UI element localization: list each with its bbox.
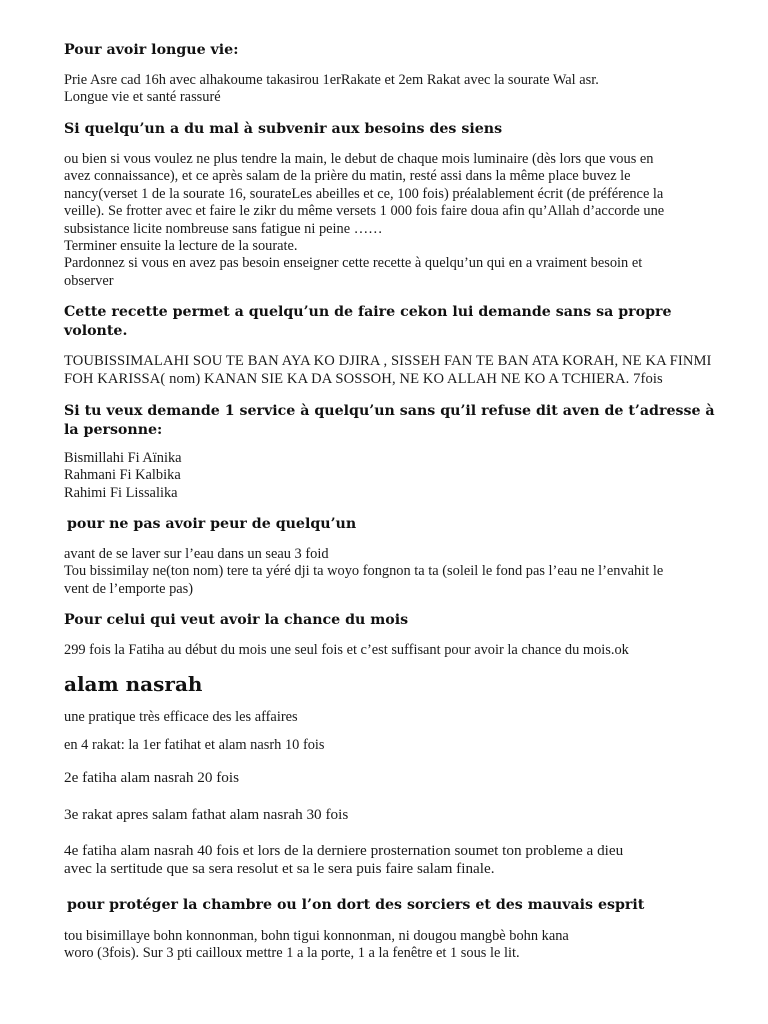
text-line: avez connaissance), et ce après salam de la prière du matin, resté assi dans la même place buvez le — [64, 168, 631, 185]
text-line: nancy(verset 1 de la sourate 16, sourateLes abeilles et ce, 100 fois) préalablement écrit (de préférence la — [64, 185, 664, 202]
text-line: Longue vie et santé rassuré — [64, 89, 221, 106]
paragraph-fear — [64, 546, 714, 598]
heading-luck: Pour celui qui veut avoir la chance du mois — [64, 612, 409, 628]
text-line: woro (3fois). Sur 3 pti cailloux mettre 1 a la porte, 1 a la fenêtre et 1 sous le lit. — [64, 945, 520, 962]
step-3: 3e rakat apres salam fathat alam nasrah 30 fois — [64, 806, 349, 823]
paragraph-long-life — [64, 72, 714, 107]
paragraph-protect-room — [64, 928, 714, 963]
heading-subsistence: Si quelqu’un a du mal à subvenir aux besoins des siens — [64, 121, 503, 137]
intro-alam-nasrah: une pratique très efficace des les affaires — [64, 709, 298, 725]
text-line: Rahmani Fi Kalbika — [64, 467, 181, 484]
text-line: veille). Se frotter avec et faire le zikr du même versets 1 000 fois faire doua afin qu’Allah d’accorde une — [64, 203, 665, 220]
text-line: Bismillahi Fi Aïnika — [64, 450, 182, 466]
heading-fear: pour ne pas avoir peur de quelqu’un — [67, 516, 357, 532]
heading-long-life: Pour avoir longue vie: — [64, 42, 239, 58]
heading-line: volonte. — [64, 322, 128, 339]
step-2: 2e fatiha alam nasrah 20 fois — [64, 769, 240, 786]
paragraph-luck — [64, 642, 714, 659]
text-line: subsistance licite nombreuse sans fatigue ni peine …… — [64, 220, 383, 237]
step-1: en 4 rakat: la 1er fatihat et alam nasrh 10 fois — [64, 737, 325, 753]
text-line: 4e fatiha alam nasrah 40 fois et lors de la derniere prosternation soumet ton probleme a dieu — [64, 842, 624, 859]
text-line: avant de se laver sur l’eau dans un seau 3 foid — [64, 546, 329, 562]
paragraph-recipe — [64, 353, 714, 388]
heading-line: Si tu veux demande 1 service à quelqu’un sans qu’il refuse dit aven de t’adresse à — [64, 403, 715, 419]
heading-line: la personne: — [64, 421, 163, 438]
text-line: vent de l’emporte pas) — [64, 580, 194, 597]
heading-service — [64, 402, 714, 439]
paragraph-subsistence — [64, 151, 714, 290]
heading-protect-room: pour protéger la chambre ou l’on dort des sorciers et des mauvais esprit — [67, 897, 645, 913]
text-line: Terminer ensuite la lecture de la sourate. — [64, 238, 298, 255]
text-line: 299 fois la Fatiha au début du mois une seul fois et c’est suffisant pour avoir la chance du mois.ok — [64, 642, 629, 658]
text-line: ou bien si vous voulez ne plus tendre la main, le debut de chaque mois luminaire (dès lors que vous en — [64, 151, 654, 167]
text-line: Rahimi Fi Lissalika — [64, 484, 178, 501]
heading-recipe — [64, 303, 714, 340]
paragraph-service — [64, 450, 714, 502]
heading-line: Cette recette permet a quelqu’un de faire cekon lui demande sans sa propre — [64, 304, 672, 320]
text-line: observer — [64, 272, 114, 289]
heading-alam-nasrah: alam nasrah — [64, 672, 203, 696]
step-4 — [64, 842, 714, 878]
text-line: tou bisimillaye bohn konnonman, bohn tigui konnonman, ni dougou mangbè bohn kana — [64, 928, 569, 944]
text-line: Prie Asre cad 16h avec alhakoume takasirou 1erRakate et 2em Rakat avec la sourate Wal asr. — [64, 72, 599, 88]
text-line: Pardonnez si vous en avez pas besoin enseigner cette recette à quelqu’un qui en a vraiment besoin et — [64, 255, 643, 272]
text-line: TOUBISSIMALAHI SOU TE BAN AYA KO DJIRA , SISSEH FAN TE BAN ATA KORAH, NE KA FINMI — [64, 353, 712, 369]
text-line: avec la sertitude que sa sera resolut et sa le sera puis faire salam finale. — [64, 860, 495, 878]
text-line: Tou bissimilay ne(ton nom) tere ta yéré dji ta woyo fongnon ta ta (soleil le fond pas l’eau ne l’envahit le — [64, 563, 664, 580]
text-line: FOH KARISSA( nom) KANAN SIE KA DA SOSSOH, NE KO ALLAH NE KO A TCHIERA. 7fois — [64, 370, 663, 387]
